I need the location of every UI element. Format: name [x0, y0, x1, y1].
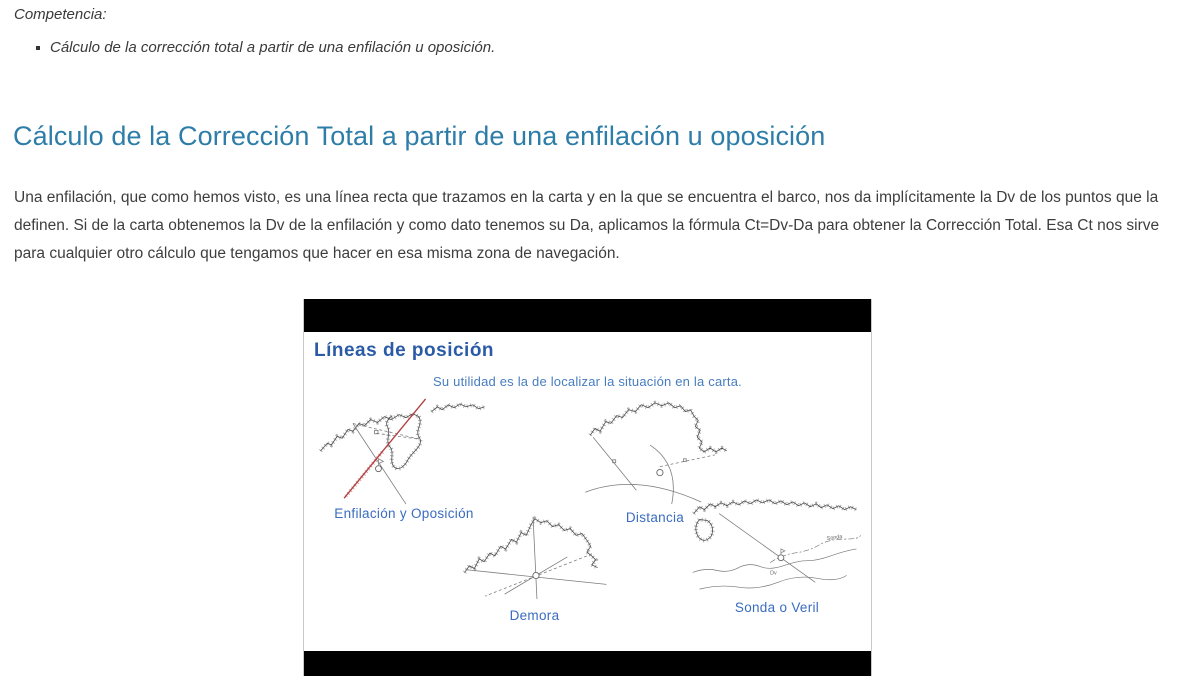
transit-line — [344, 399, 426, 498]
slide-subtitle: Su utilidad es la de localizar la situación en la carta. — [433, 374, 742, 389]
video-embed[interactable] — [303, 299, 872, 676]
dashed-line — [353, 424, 420, 440]
ship-position-circle — [533, 572, 539, 578]
sketch-enfilacion — [316, 396, 492, 521]
bearing-line — [533, 517, 537, 599]
mark-square — [683, 459, 686, 462]
sonda-drawing — [686, 494, 868, 596]
bearing-line — [353, 424, 406, 505]
objective-bullet-item — [36, 39, 495, 56]
bearing-line — [719, 514, 815, 583]
flag-mark — [781, 549, 785, 555]
demora-drawing — [456, 508, 613, 600]
veril-contour-line — [693, 549, 857, 573]
label-sonda: Sonda o Veril — [734, 600, 820, 615]
coastline — [465, 519, 598, 573]
distance-arc — [585, 484, 701, 502]
dashed-line — [377, 433, 420, 439]
bullet-icon — [36, 46, 40, 50]
enfilacion-drawing — [316, 396, 492, 506]
coastline — [590, 403, 727, 452]
veril-contour-line — [700, 575, 847, 589]
label-demora: Demora — [509, 608, 560, 623]
label-enfilacion: Enfilación y Oposición — [334, 506, 474, 521]
sketch-sonda — [686, 494, 868, 615]
ship-position-circle — [376, 466, 382, 472]
ship-position-circle — [657, 469, 663, 475]
competencia-label: Competencia: — [14, 6, 107, 23]
letterbox-top — [304, 299, 871, 332]
flag-mark — [378, 459, 383, 466]
label-distancia: Distancia — [625, 510, 685, 525]
coastline — [321, 404, 485, 469]
sonda-annotation: Sonda — [826, 533, 843, 543]
dv-annotation: Dv — [770, 570, 777, 577]
sketch-demora — [456, 508, 613, 623]
slide-lineas-de-posicion — [304, 332, 871, 651]
coastline — [694, 500, 857, 543]
distancia-drawing — [580, 392, 730, 504]
page-title: Cálculo de la Corrección Total a partir de una enfilación u oposición — [13, 121, 826, 151]
slide-title: Líneas de posición — [314, 340, 495, 361]
ship-position-circle — [778, 555, 784, 561]
objective-bullet-text: Cálculo de la corrección total a partir de una enfilación u oposición. — [50, 39, 496, 56]
bearing-line — [593, 437, 636, 490]
letterbox-bottom — [304, 651, 871, 676]
body-paragraph: Una enfilación, que como hemos visto, es una línea recta que trazamos en la carta y en la que se encuentra el barco, nos da implícitamente la Dv de los puntos que la definen. Si de la carta obtenemos la Dv de la enfilación y como dato tenemos su Da, aplicamos la fórmula Ct=Dv-Da para obtener la Corrección Total. Esa Ct nos sirve para cualquier otro cálculo que tengamos que hacer en esa misma zona de navegación. — [14, 188, 1160, 262]
